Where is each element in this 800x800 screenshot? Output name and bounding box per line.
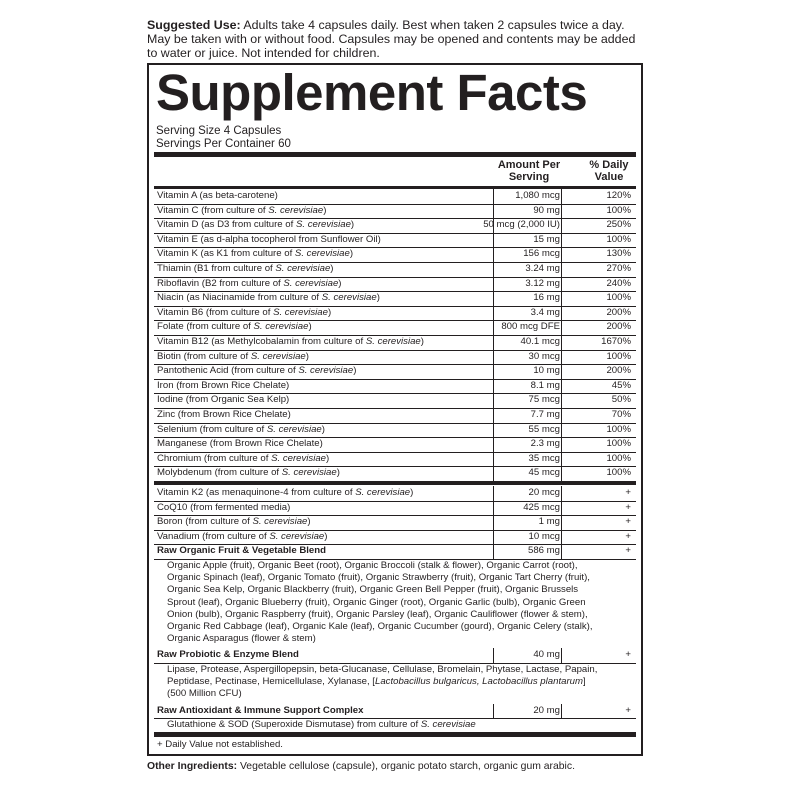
- nutrient-row: [154, 291, 636, 307]
- nutrient-amount: 15 mg: [533, 233, 560, 245]
- column-rule: [493, 437, 494, 452]
- nutrient-dv: 100%: [606, 292, 631, 304]
- fruit-veg-line: Organic Spinach (leaf), Organic Tomato (fruit), Organic Strawberry (fruit), Organic Tart Cherry (fruit),: [167, 572, 590, 584]
- nutrient-row: [154, 530, 636, 546]
- nutrient-dv: +: [625, 530, 631, 542]
- fruit-veg-line: Onion (bulb), Organic Raspberry (fruit), Organic Parsley (leaf), Organic Cauliflower (flower & stem),: [167, 608, 588, 620]
- nutrient-row: [154, 320, 636, 336]
- nutrient-dv: +: [625, 649, 631, 661]
- nutrient-amount: 1,080 mcg: [515, 190, 560, 201]
- nutrient-name: Vitamin B12 (as Methylcobalamin from culture of S. cerevisiae): [157, 336, 424, 347]
- supplement-facts-panel: [147, 63, 643, 756]
- column-rule: [561, 189, 562, 204]
- column-rule: [561, 364, 562, 379]
- nutrient-amount: 1 mg: [538, 516, 560, 528]
- nutrient-row: [154, 306, 636, 322]
- nutrient-name: Thiamin (B1 from culture of S. cerevisiae): [157, 263, 334, 274]
- column-rule: [561, 393, 562, 408]
- thick-divider-top: [154, 152, 636, 157]
- column-rule: [561, 335, 562, 350]
- column-rule: [493, 530, 494, 545]
- column-rule: [561, 291, 562, 306]
- column-rule: [493, 218, 494, 233]
- column-rule: [561, 306, 562, 321]
- nutrient-dv: +: [625, 704, 631, 716]
- nutrient-amount: 35 mcg: [528, 452, 560, 464]
- nutrient-name: Raw Antioxidant & Immune Support Complex: [157, 704, 364, 716]
- column-rule: [561, 530, 562, 545]
- nutrient-name: Iron (from Brown Rice Chelate): [157, 379, 290, 391]
- column-rule: [493, 393, 494, 408]
- nutrient-dv: 100%: [606, 452, 631, 464]
- column-rule: [493, 204, 494, 219]
- nutrient-row: [154, 437, 636, 453]
- nutrient-name: Boron (from culture of S. cerevisiae): [157, 516, 311, 528]
- nutrient-row: [154, 393, 636, 409]
- nutrient-amount: 7.7 mg: [530, 409, 560, 420]
- nutrient-dv: +: [625, 516, 631, 528]
- nutrient-row: [154, 189, 636, 205]
- column-rule: [493, 320, 494, 335]
- fruit-veg-list: [167, 560, 629, 645]
- nutrient-row: [154, 204, 636, 220]
- nutrient-row: [154, 501, 636, 517]
- nutrient-name: Pantothenic Acid (from culture of S. cerevisiae): [157, 365, 357, 377]
- nutrient-row: [154, 515, 636, 531]
- nutrient-amount: 20 mg: [533, 704, 560, 716]
- nutrient-row: [154, 364, 636, 380]
- column-rule: [493, 291, 494, 306]
- nutrient-amount: 55 mcg: [528, 423, 560, 435]
- nutrient-amount: 45 mcg: [528, 467, 560, 479]
- nutrient-dv: 1670%: [601, 336, 631, 347]
- column-rule: [561, 437, 562, 452]
- fruit-veg-line: Organic Red Cabbage (leaf), Organic Kale (leaf), Organic Cucumber (gourd), Organic Celery (stalk),: [167, 621, 593, 633]
- column-rule: [493, 364, 494, 379]
- nutrient-name: Vitamin B6 (from culture of S. cerevisiae): [157, 306, 332, 318]
- nutrient-name: Vitamin C (from culture of S. cerevisiae): [157, 204, 327, 216]
- nutrient-amount: 16 mg: [533, 292, 560, 304]
- nutrient-dv: 130%: [606, 248, 631, 260]
- column-rule: [493, 350, 494, 365]
- nutrient-amount: 3.24 mg: [525, 263, 560, 274]
- fruit-veg-line: Organic Asparagus (flower & stem): [167, 633, 316, 645]
- column-rule: [561, 350, 562, 365]
- nutrient-name: Vitamin D (as D3 from culture of S. cerevisiae): [157, 219, 355, 231]
- nutrient-dv: 70%: [611, 409, 631, 420]
- nutrient-amount: 10 mcg: [528, 530, 560, 542]
- nutrient-amount: 75 mcg: [528, 394, 560, 406]
- nutrient-amount: 800 mcg DFE: [501, 321, 560, 333]
- column-rule: [561, 648, 562, 663]
- nutrient-name: Molybdenum (from culture of S. cerevisiae): [157, 467, 340, 479]
- nutrient-amount: 10 mg: [533, 365, 560, 377]
- column-rule: [493, 423, 494, 438]
- column-rule: [561, 233, 562, 248]
- nutrient-amount: 30 mcg: [528, 350, 560, 362]
- column-rule: [561, 218, 562, 233]
- column-rule: [561, 501, 562, 516]
- column-rule: [561, 320, 562, 335]
- column-rule: [493, 544, 494, 559]
- thick-divider-middle: [154, 482, 636, 485]
- column-rule: [561, 262, 562, 277]
- nutrient-dv: 45%: [611, 379, 631, 391]
- nutrient-dv: 50%: [611, 394, 631, 406]
- nutrient-name: Selenium (from culture of S. cerevisiae): [157, 423, 325, 435]
- column-rule: [561, 466, 562, 481]
- nutrient-dv: 200%: [606, 365, 631, 377]
- probiotic-list: [167, 664, 629, 701]
- nutrient-name: Vitamin K2 (as menaquinone-4 from culture of S. cerevisiae): [157, 487, 414, 498]
- nutrient-row: [154, 648, 636, 664]
- nutrient-name: Vitamin A (as beta-carotene): [157, 190, 278, 201]
- panel-title: Supplement Facts: [156, 64, 588, 121]
- nutrient-amount: 2.3 mg: [530, 438, 560, 450]
- column-rule: [493, 335, 494, 350]
- nutrient-row: [154, 452, 636, 468]
- nutrient-amount: 40.1 mcg: [520, 336, 560, 347]
- nutrient-name: Vitamin K (as K1 from culture of S. cerevisiae): [157, 248, 354, 260]
- probiotic-list-line3: (500 Million CFU): [167, 688, 242, 700]
- nutrient-name: Raw Organic Fruit & Vegetable Blend: [157, 545, 326, 557]
- nutrient-name: Vanadium (from culture of S. cerevisiae): [157, 530, 328, 542]
- nutrient-row: [154, 408, 636, 424]
- column-rule: [561, 452, 562, 467]
- column-rule: [493, 233, 494, 248]
- nutrient-row: [154, 247, 636, 263]
- probiotic-list-line1: Lipase, Protease, Aspergillopepsin, beta-Glucanase, Cellulase, Bromelain, Phytase, Lactase, Papain,: [167, 664, 598, 675]
- column-rule: [561, 204, 562, 219]
- other-ingredients-label: Other Ingredients:: [147, 761, 238, 772]
- column-rule: [561, 277, 562, 292]
- nutrient-row: [154, 335, 636, 351]
- nutrient-name: Niacin (as Niacinamide from culture of S. cerevisiae): [157, 292, 380, 304]
- nutrient-amount: 8.1 mg: [530, 379, 560, 391]
- antioxidant-list: Glutathione & SOD (Superoxide Dismutase) from culture of S. cerevisiae: [167, 719, 476, 731]
- nutrient-row: [154, 350, 636, 366]
- nutrient-name: Folate (from culture of S. cerevisiae): [157, 321, 312, 333]
- nutrient-amount: 156 mcg: [523, 248, 560, 260]
- column-rule: [493, 277, 494, 292]
- nutrient-row: [154, 466, 636, 482]
- nutrient-dv: 100%: [606, 467, 631, 479]
- nutrient-dv: 120%: [606, 190, 631, 201]
- column-rule: [561, 423, 562, 438]
- column-rule: [561, 486, 562, 501]
- fruit-veg-line: Sprout (leaf), Organic Blueberry (fruit), Organic Ginger (root), Organic Garlic (bulb), Organic Green: [167, 596, 586, 608]
- column-rule: [493, 704, 494, 719]
- nutrient-name: CoQ10 (from fermented media): [157, 501, 291, 513]
- nutrient-row: [154, 423, 636, 439]
- nutrient-dv: 250%: [606, 219, 631, 231]
- nutrient-name: Manganese (from Brown Rice Chelate): [157, 438, 323, 450]
- other-ingredients-text: Vegetable cellulose (capsule), organic potato starch, organic gum arabic.: [237, 761, 575, 772]
- nutrient-name: Zinc (from Brown Rice Chelate): [157, 409, 291, 420]
- nutrient-row: [154, 262, 636, 278]
- nutrient-dv: 240%: [606, 277, 631, 289]
- nutrient-amount: 586 mg: [528, 545, 560, 557]
- column-rule: [561, 544, 562, 559]
- nutrient-dv: +: [625, 487, 631, 498]
- nutrient-name: Biotin (from culture of S. cerevisiae): [157, 350, 309, 362]
- nutrient-row: [154, 379, 636, 395]
- col-amount-header: Amount Per Serving: [497, 159, 561, 183]
- nutrient-row: [154, 544, 636, 560]
- column-rule: [493, 466, 494, 481]
- nutrient-amount: 40 mg: [533, 649, 560, 661]
- thick-divider-bottom: [154, 732, 636, 737]
- column-rule: [561, 515, 562, 530]
- nutrient-row: [154, 486, 636, 502]
- column-rule: [561, 379, 562, 394]
- nutrient-amount: 425 mcg: [523, 501, 560, 513]
- nutrient-name: Riboflavin (B2 from culture of S. cerevisiae): [157, 277, 342, 289]
- nutrient-row: [154, 218, 636, 234]
- nutrient-row: [154, 233, 636, 249]
- column-rule: [561, 704, 562, 719]
- footnote: + Daily Value not established.: [157, 739, 283, 751]
- column-rule: [493, 262, 494, 277]
- nutrient-dv: +: [625, 545, 631, 557]
- nutrient-amount: 3.4 mg: [530, 306, 560, 318]
- column-rule: [493, 189, 494, 204]
- column-rule: [493, 501, 494, 516]
- fruit-veg-line: Organic Apple (fruit), Organic Beet (root), Organic Broccoli (stalk & flower), Organic Carrot (root),: [167, 560, 578, 571]
- column-rule: [493, 515, 494, 530]
- column-rule: [493, 379, 494, 394]
- column-rule: [493, 648, 494, 663]
- nutrient-name: Chromium (from culture of S. cerevisiae): [157, 452, 330, 464]
- nutrient-dv: 100%: [606, 204, 631, 216]
- nutrient-dv: 100%: [606, 438, 631, 450]
- col-dv-header: % Daily Value: [589, 159, 629, 183]
- nutrient-dv: 100%: [606, 423, 631, 435]
- column-rule: [561, 247, 562, 262]
- suggested-use-label: Suggested Use:: [147, 18, 241, 32]
- nutrient-amount: 50 mcg (2,000 IU): [483, 219, 560, 231]
- column-rule: [493, 452, 494, 467]
- column-rule: [493, 408, 494, 423]
- column-rule: [493, 306, 494, 321]
- column-rule: [561, 408, 562, 423]
- serving-size: Serving Size 4 Capsules: [156, 125, 282, 137]
- nutrient-dv: 200%: [606, 321, 631, 333]
- servings-per-container: Servings Per Container 60: [156, 138, 291, 150]
- column-rule: [493, 247, 494, 262]
- nutrient-dv: 270%: [606, 263, 631, 274]
- nutrient-name: Iodine (from Organic Sea Kelp): [157, 394, 290, 406]
- nutrient-amount: 90 mg: [533, 204, 560, 216]
- fruit-veg-line: Organic Sea Kelp, Organic Blackberry (fruit), Organic Green Bell Pepper (fruit), Organic Brussels: [167, 584, 579, 596]
- nutrient-amount: 3.12 mg: [525, 277, 560, 289]
- nutrient-row: [154, 277, 636, 293]
- nutrient-name: Raw Probiotic & Enzyme Blend: [157, 649, 299, 661]
- nutrient-row: [154, 704, 636, 720]
- nutrient-dv: 200%: [606, 306, 631, 318]
- nutrient-dv: +: [625, 501, 631, 513]
- nutrient-dv: 100%: [606, 233, 631, 245]
- other-ingredients: [147, 761, 575, 772]
- column-rule: [493, 486, 494, 501]
- nutrient-amount: 20 mcg: [528, 487, 560, 498]
- suggested-use-text: Adults take 4 capsules daily. Best when taken 2 capsules twice a day. May be taken with or without food. Capsules may be opened and contents may be added to water or juice. Not intended for children.: [147, 18, 636, 60]
- suggested-use: [147, 18, 647, 60]
- nutrient-dv: 100%: [606, 350, 631, 362]
- nutrient-name: Vitamin E (as d-alpha tocopherol from Sunflower Oil): [157, 233, 381, 245]
- probiotic-list-line2: Peptidase, Pectinase, Hemicellulase, Xylanase, [Lactobacillus bulgaricus, Lactobacillus plantarum]: [167, 676, 586, 688]
